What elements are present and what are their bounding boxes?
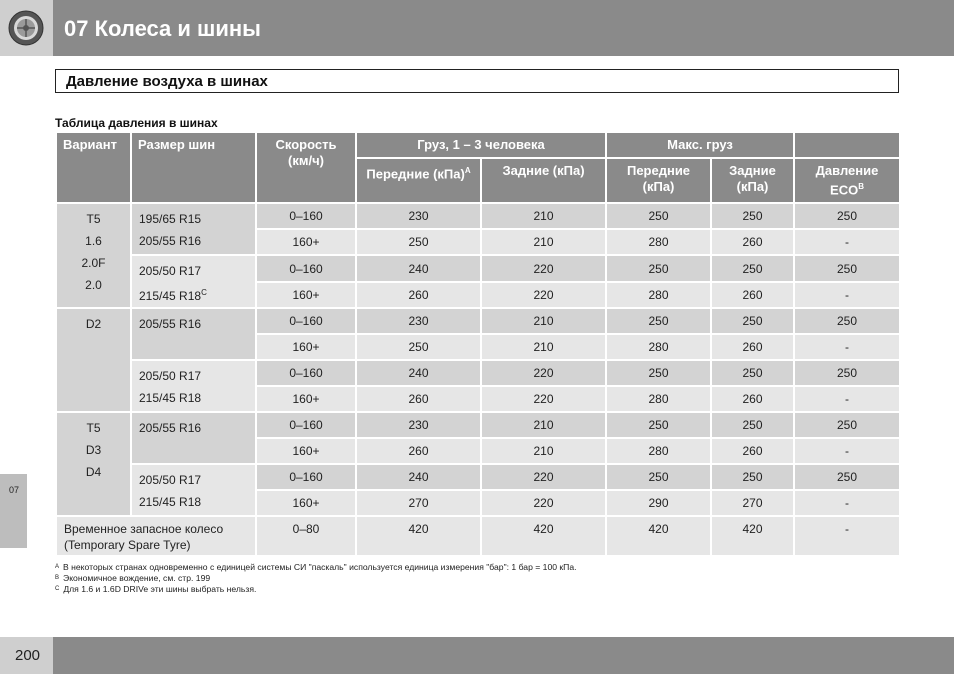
cell-front: 260 [356, 438, 481, 464]
cell-eco: 250 [794, 412, 900, 438]
cell-eco: 250 [794, 203, 900, 229]
header-front-kpa: Передние (кПа)$^A$ [356, 158, 481, 203]
header-bar [53, 0, 954, 56]
header-rear-kpa: Задние (кПа) [481, 158, 606, 203]
variant-label: D2 [85, 317, 102, 332]
header-max-front-kpa: Передние (кПа) [606, 158, 711, 203]
cell-tyre-size [131, 308, 256, 360]
cell-max-front: 250 [606, 255, 711, 282]
footnote [55, 562, 577, 573]
cell-eco: - [794, 438, 900, 464]
cell-tyre-size [131, 360, 256, 412]
cell-speed: 0–80 [256, 516, 356, 556]
header-max-load: Макс. груз [606, 132, 794, 158]
cell-max-front: 280 [606, 282, 711, 309]
cell-max-rear: 250 [711, 412, 794, 438]
header-speed: Скорость (км/ч) [256, 132, 356, 203]
cell-eco: - [794, 490, 900, 516]
tire-wheel-icon [7, 9, 45, 47]
cell-rear: 220 [481, 464, 606, 490]
footnote-mark: B [55, 575, 60, 581]
cell-max-rear: 260 [711, 229, 794, 255]
table-row-spare [56, 516, 900, 556]
cell-rear: 220 [481, 360, 606, 386]
cell-eco: 250 [794, 255, 900, 282]
cell-max-rear: 260 [711, 334, 794, 360]
tyre-size-label: 205/50 R17 [139, 473, 202, 488]
cell-rear: 210 [481, 334, 606, 360]
cell-eco: - [794, 334, 900, 360]
cell-max-rear: 250 [711, 255, 794, 282]
cell-speed: 160+ [256, 386, 356, 412]
cell-max-rear: 260 [711, 386, 794, 412]
cell-front: 240 [356, 464, 481, 490]
cell-speed: 160+ [256, 282, 356, 309]
header-variant: Вариант [56, 132, 131, 203]
table-body [56, 203, 900, 556]
cell-max-front: 250 [606, 360, 711, 386]
cell-rear: 210 [481, 438, 606, 464]
cell-speed: 0–160 [256, 360, 356, 386]
cell-max-rear: 250 [711, 464, 794, 490]
cell-eco: 250 [794, 360, 900, 386]
cell-max-rear: 260 [711, 282, 794, 309]
cell-front: 240 [356, 360, 481, 386]
cell-tyre-size [131, 412, 256, 464]
header-max-rear-kpa: Задние (кПа) [711, 158, 794, 203]
variant-label: 1.6 [85, 234, 102, 249]
header-icon-area [0, 0, 53, 56]
cell-max-front: 280 [606, 334, 711, 360]
cell-max-front: 280 [606, 229, 711, 255]
cell-eco: 250 [794, 308, 900, 334]
cell-speed: 0–160 [256, 308, 356, 334]
cell-speed: 0–160 [256, 464, 356, 490]
table-row [56, 412, 900, 438]
footnote-text: Экономичное вождение, см. стр. 199 [63, 573, 211, 583]
tyre-size-label: 195/65 R15 [139, 212, 202, 227]
variant-label: T5 [86, 212, 101, 227]
cell-max-front: 420 [606, 516, 711, 556]
footnote-ref: C [201, 288, 207, 298]
cell-eco: - [794, 386, 900, 412]
cell-front: 260 [356, 282, 481, 309]
tyre-size-label: 205/50 R17 [139, 369, 202, 384]
tyre-size-label: 215/45 R18 [139, 391, 202, 406]
header-empty [794, 132, 900, 158]
footnote-text: В некоторых странах одновременно с единицей системы СИ "паскаль" используется единица измерения "бар": 1 бар = 100 кПа. [63, 562, 577, 572]
cell-rear: 220 [481, 490, 606, 516]
table-row [56, 360, 900, 386]
variant-label: D3 [85, 443, 102, 458]
cell-speed: 160+ [256, 334, 356, 360]
cell-eco: - [794, 229, 900, 255]
cell-max-rear: 270 [711, 490, 794, 516]
cell-front: 250 [356, 334, 481, 360]
cell-variant [56, 412, 131, 516]
footnotes [55, 562, 577, 595]
cell-variant [56, 203, 131, 308]
cell-speed: 0–160 [256, 203, 356, 229]
cell-front: 260 [356, 386, 481, 412]
tyre-size-label: 205/55 R16 [139, 234, 202, 249]
cell-variant [56, 308, 131, 412]
cell-max-front: 250 [606, 308, 711, 334]
cell-max-front: 250 [606, 464, 711, 490]
footnote-text: Для 1.6 и 1.6D DRIVe эти шины выбрать нельзя. [63, 584, 257, 594]
cell-front: 230 [356, 203, 481, 229]
cell-rear: 420 [481, 516, 606, 556]
cell-front: 240 [356, 255, 481, 282]
header-tyre-size: Размер шин [131, 132, 256, 203]
cell-speed: 160+ [256, 490, 356, 516]
cell-max-rear: 250 [711, 203, 794, 229]
cell-spare-label: Временное запасное колесо (Temporary Spare Tyre) [56, 516, 256, 556]
table-row [56, 255, 900, 282]
tyre-size-label: 205/55 R16 [139, 317, 202, 332]
table-row [56, 464, 900, 490]
variant-label: T5 [86, 421, 101, 436]
header-load-group: Груз, 1 – 3 человека [356, 132, 606, 158]
cell-speed: 160+ [256, 438, 356, 464]
tyre-size-label: 205/55 R16 [139, 421, 202, 436]
chapter-tab-label: 07 [9, 485, 20, 495]
cell-rear: 210 [481, 308, 606, 334]
cell-rear: 220 [481, 255, 606, 282]
cell-max-rear: 420 [711, 516, 794, 556]
chapter-title: 07 Колеса и шины [64, 16, 261, 41]
cell-tyre-size [131, 464, 256, 516]
cell-eco: - [794, 282, 900, 309]
section-heading-box [55, 69, 899, 93]
cell-rear: 220 [481, 282, 606, 309]
cell-rear: 210 [481, 203, 606, 229]
cell-rear: 210 [481, 412, 606, 438]
table-row [56, 308, 900, 334]
cell-eco: - [794, 516, 900, 556]
footnote [55, 573, 577, 584]
cell-front: 270 [356, 490, 481, 516]
table-caption: Таблица давления в шинах [55, 116, 218, 130]
footnote-mark: A [55, 564, 60, 570]
table-row [56, 203, 900, 229]
cell-max-rear: 250 [711, 308, 794, 334]
cell-tyre-size [131, 203, 256, 255]
cell-max-front: 250 [606, 203, 711, 229]
variant-label: D4 [85, 465, 102, 480]
footnote [55, 584, 577, 595]
cell-max-front: 280 [606, 386, 711, 412]
cell-max-front: 280 [606, 438, 711, 464]
cell-front: 230 [356, 308, 481, 334]
header-eco-pressure: Давление $ECO^B$ [794, 158, 900, 203]
cell-front: 420 [356, 516, 481, 556]
cell-rear: 220 [481, 386, 606, 412]
cell-front: 230 [356, 412, 481, 438]
cell-speed: 0–160 [256, 412, 356, 438]
tyre-size-label: 215/45 R18 [139, 495, 202, 510]
section-title: Давление воздуха в шинах [66, 73, 268, 90]
variant-label: 2.0 [85, 278, 102, 293]
footer-page-area [0, 637, 53, 674]
cell-max-rear: 260 [711, 438, 794, 464]
chapter-tab [0, 474, 27, 548]
cell-max-front: 250 [606, 412, 711, 438]
footnote-mark: C [55, 586, 60, 592]
tyre-size-label: 205/50 R17 [139, 264, 202, 279]
cell-max-rear: 250 [711, 360, 794, 386]
variant-label: 2.0F [81, 256, 106, 271]
cell-rear: 210 [481, 229, 606, 255]
cell-tyre-size [131, 255, 256, 308]
page-number: 200 [15, 647, 41, 664]
cell-speed: 160+ [256, 229, 356, 255]
tyre-size-label: 215/45 $R18^C$ [139, 288, 207, 304]
cell-max-front: 290 [606, 490, 711, 516]
cell-front: 250 [356, 229, 481, 255]
footer-bar [53, 637, 954, 674]
cell-speed: 0–160 [256, 255, 356, 282]
tyre-pressure-table [55, 131, 901, 557]
cell-eco: 250 [794, 464, 900, 490]
